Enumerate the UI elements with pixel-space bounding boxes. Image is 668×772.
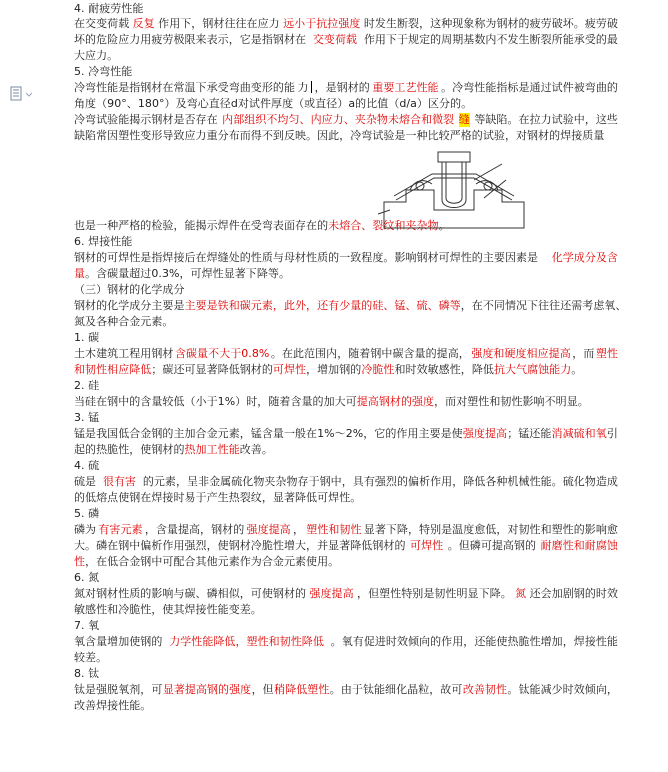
text-span: 作用下于规定的周期基数内不发生断裂所能承受的最 bbox=[363, 33, 618, 46]
text-span: 。氧有促进时效倾向的作用，还能使热脆性增加，焊接性能 bbox=[330, 635, 618, 648]
text-span: （三）钢材的化学成分 bbox=[74, 283, 185, 296]
text-span: 引 bbox=[606, 427, 618, 440]
text-span: 改善。 bbox=[239, 443, 273, 456]
text-span: ，而对塑性和韧性影响不明显。 bbox=[434, 395, 589, 408]
text-span: 显著下降，特别是温度愈低，对韧性和塑性的影响愈 bbox=[363, 523, 618, 536]
text-span: 。钛能减少时效倾向， bbox=[507, 683, 618, 696]
text-line bbox=[74, 283, 618, 297]
text-line bbox=[74, 113, 618, 127]
text-span: 等缺陷。在拉力试验中，这些 bbox=[474, 113, 618, 126]
highlighted-text: 含碳量不大于0.8% bbox=[174, 347, 270, 360]
document-icon[interactable] bbox=[10, 86, 36, 102]
text-span: 4. 耐疲劳性能 bbox=[74, 2, 144, 15]
text-span: 磷为 bbox=[74, 523, 97, 536]
text-span: 还会加剧钢的时效 bbox=[529, 587, 618, 600]
highlighted-text: 改善韧性 bbox=[462, 683, 508, 696]
text-span: 缺陷常因塑性变形导致应力重分布而得不到反映。因此，冷弯试验是一种比较严格的试验，对钢材的焊接质量 bbox=[74, 129, 605, 142]
text-line bbox=[74, 571, 618, 585]
text-span: 5. 冷弯性能 bbox=[74, 65, 133, 78]
text-span: 冷弯性能是指钢材在常温下承受弯曲变形的能 bbox=[74, 81, 295, 94]
highlighted-text: 稍降低塑性 bbox=[274, 683, 330, 696]
highlighted-text: 主要是铁和碳元素，此外，还有少量的硅、锰、硫、磷等 bbox=[184, 299, 461, 312]
text-span: 当硅在钢中的含量较低（小于1%）时，随着含量的加大可 bbox=[74, 395, 357, 408]
highlighted-text: 强度提高 bbox=[462, 427, 508, 440]
text-line bbox=[74, 395, 618, 409]
highlighted-text: 提高钢材的强度 bbox=[356, 395, 435, 408]
text-line bbox=[74, 2, 618, 16]
text-span: 氧含量增加使钢的 bbox=[74, 635, 163, 648]
text-line bbox=[74, 267, 618, 281]
text-span: 4. 硫 bbox=[74, 459, 100, 472]
text-span: 的低熔点使钢在焊接时易于产生热裂纹，显著降低可焊性。 bbox=[74, 491, 362, 504]
text-span: 角度（90°、180°）及弯心直径d对试件厚度（或直径）a的比值（d/a）区分的。 bbox=[74, 97, 473, 110]
text-line bbox=[74, 475, 618, 489]
text-line bbox=[74, 443, 618, 457]
text-span: 5. 磷 bbox=[74, 507, 100, 520]
text-span: ，但 bbox=[251, 683, 274, 696]
text-span: 钛是强脱氧剂，可 bbox=[74, 683, 163, 696]
text-span: 较差。 bbox=[74, 651, 108, 664]
text-span: 冷弯试验能揭示钢材是否存在 bbox=[74, 113, 218, 126]
highlighted-text: 消减硫和氧 bbox=[551, 427, 607, 440]
highlighted-text: 内部组织不均匀、内应力、夹杂物未熔合和微裂 bbox=[222, 113, 455, 126]
text-line bbox=[74, 97, 618, 111]
text-span: 。由于钛能细化晶粒，故可 bbox=[329, 683, 463, 696]
highlighted-text: 显著提高钢的强度 bbox=[162, 683, 252, 696]
text-span: 。含碳量超过0.3%，可焊性显著下降等。 bbox=[85, 267, 291, 280]
text-span: 和时效敏感性，降低 bbox=[394, 363, 494, 376]
text-line bbox=[74, 81, 618, 95]
text-span: 锰是我国低合金钢的主加合金元素，锰含量一般在1%～2%，它的作用主要是使 bbox=[74, 427, 463, 440]
text-span: 氮对钢材性质的影响与碳、磷相似，可使钢材的 bbox=[74, 587, 307, 600]
highlighted-text: 性 bbox=[74, 555, 86, 568]
text-line bbox=[74, 331, 618, 345]
text-line bbox=[74, 523, 618, 537]
text-line bbox=[74, 459, 618, 473]
text-span: 坏的危险应力用疲劳极限来表示，它是指钢材在 bbox=[74, 33, 307, 46]
text-line bbox=[74, 683, 618, 697]
text-line bbox=[74, 219, 618, 233]
text-line bbox=[74, 65, 618, 79]
text-line bbox=[74, 17, 618, 31]
highlighted-text: 有害元素 bbox=[98, 523, 143, 536]
highlighted-text: 缝 bbox=[458, 113, 470, 126]
text-line bbox=[74, 363, 618, 377]
text-line bbox=[74, 603, 618, 617]
highlighted-text: 强度和硬度相应提高 bbox=[471, 347, 571, 360]
highlighted-text: 未熔合、裂纹和夹杂物 bbox=[328, 219, 439, 232]
highlighted-text: 氮 bbox=[515, 587, 527, 600]
text-line bbox=[74, 635, 618, 649]
text-span: 。但磷可提高钢的 bbox=[447, 539, 537, 552]
highlighted-text: 塑性 bbox=[595, 347, 618, 360]
text-span: 作用下，钢材往往在应力 bbox=[158, 17, 280, 30]
text-span: 土木建筑工程用钢材 bbox=[74, 347, 174, 360]
text-line bbox=[74, 699, 618, 713]
text-span: 6. 焊接性能 bbox=[74, 235, 133, 248]
text-span: 改善焊接性能。 bbox=[74, 699, 152, 712]
text-span: 敏感性和冷脆性，使其焊接性能变差。 bbox=[74, 603, 262, 616]
text-span: 在交变荷载 bbox=[74, 17, 130, 30]
text-span: ，是钢材的 bbox=[314, 81, 370, 94]
text-span: 。在此范围内，随着钢中碳含量的提高， bbox=[270, 347, 470, 360]
text-line bbox=[74, 411, 618, 425]
text-span: ，增加钢的 bbox=[306, 363, 362, 376]
text-line bbox=[74, 555, 618, 569]
highlighted-text: 远小于抗拉强度 bbox=[283, 17, 361, 30]
highlighted-text: 可焊性 bbox=[410, 539, 444, 552]
highlighted-text: 交变荷载 bbox=[312, 33, 358, 46]
text-span: 大。磷在钢中偏析作用强烈，使钢材冷脆性增大，并显著降低钢材的 bbox=[74, 539, 406, 552]
text-line bbox=[74, 507, 618, 521]
text-span: ，但塑性特别是韧性明显下降。 bbox=[357, 587, 512, 600]
text-line bbox=[74, 315, 618, 329]
text-line bbox=[74, 651, 618, 665]
text-span: 硫是 bbox=[74, 475, 97, 488]
highlighted-text: 化学成分及含 bbox=[551, 251, 618, 264]
highlighted-text: 塑性和韧性 bbox=[306, 523, 362, 536]
text-span: ；锰还能 bbox=[507, 427, 552, 440]
text-span: 7. 氧 bbox=[74, 619, 100, 632]
highlighted-text: 强度提高 bbox=[246, 523, 291, 536]
text-span: 钢材的可焊性是指焊接后在焊缝处的性质与母材性质的一致程度。影响钢材可焊性的主要因素是 bbox=[74, 251, 539, 264]
text-span: 。 bbox=[438, 219, 450, 232]
highlighted-text: 耐磨性和耐腐蚀 bbox=[540, 539, 618, 552]
highlighted-text: 热加工性能 bbox=[184, 443, 240, 456]
text-span: 。冷弯性能指标是通过试件被弯曲的 bbox=[441, 81, 618, 94]
text-span: 起的热脆性，使钢材的 bbox=[74, 443, 185, 456]
text-span: ；碳还可显著降低钢材的 bbox=[151, 363, 273, 376]
text-span: ，而 bbox=[572, 347, 595, 360]
text-line bbox=[74, 587, 618, 601]
text-span: 的元素，呈非金属硫化物夹杂物存于钢中，具有强烈的偏析作用，降低各种机械性能。硫化物造成 bbox=[142, 475, 618, 488]
text-line bbox=[74, 427, 618, 441]
text-line bbox=[74, 33, 618, 47]
text-line bbox=[74, 235, 618, 249]
text-span: 1. 碳 bbox=[74, 331, 100, 344]
text-line bbox=[74, 619, 618, 633]
text-line bbox=[74, 491, 618, 505]
text-span: 8. 钛 bbox=[74, 667, 100, 680]
text-span: ， bbox=[292, 523, 305, 536]
text-span: ，在不同情况下往往还需考虑氧、 bbox=[460, 299, 627, 312]
text-line bbox=[74, 347, 618, 361]
text-line bbox=[74, 299, 627, 313]
text-line bbox=[74, 49, 618, 63]
highlighted-text: 重要工艺性能 bbox=[372, 81, 439, 94]
text-span: 大应力。 bbox=[74, 49, 119, 62]
highlighted-text: 强度提高 bbox=[309, 587, 354, 600]
text-line bbox=[74, 379, 618, 393]
text-span: 3. 锰 bbox=[74, 411, 100, 424]
text-line bbox=[74, 251, 618, 265]
text-line bbox=[74, 539, 618, 553]
text-span: 6. 氮 bbox=[74, 571, 100, 584]
highlighted-text: 可焊性 bbox=[272, 363, 307, 376]
text-span: ，含量提高，钢材的 bbox=[144, 523, 245, 536]
text-span: 也是一种严格的检验，能揭示焊件在受弯表面存在的 bbox=[74, 219, 329, 232]
text-cursor bbox=[311, 81, 312, 93]
text-span: 时发生断裂，这种现象称为钢材的疲劳破坏。疲劳破 bbox=[363, 17, 618, 30]
text-line bbox=[74, 667, 618, 681]
text-span: 力 bbox=[297, 81, 309, 94]
text-span: 钢材的化学成分主要是 bbox=[74, 299, 185, 312]
highlighted-text: 很有害 bbox=[102, 475, 137, 488]
highlighted-text: 和韧性相应降低 bbox=[74, 363, 152, 376]
text-span: 2. 硅 bbox=[74, 379, 100, 392]
highlighted-text: 反复 bbox=[132, 17, 155, 30]
bend-test-diagram bbox=[374, 150, 534, 232]
text-span: ，在低合金钢中可配合其他元素作为合金元素使用。 bbox=[85, 555, 340, 568]
text-line bbox=[74, 129, 618, 143]
text-span: 。 bbox=[571, 363, 583, 376]
highlighted-text: 抗大气腐蚀能力 bbox=[493, 363, 572, 376]
highlighted-text: 力学性能降低，塑性和韧性降低 bbox=[169, 635, 324, 648]
highlighted-text: 量 bbox=[74, 267, 86, 280]
highlighted-text: 冷脆性 bbox=[361, 363, 395, 376]
text-span: 氮及各种合金元素。 bbox=[74, 315, 174, 328]
